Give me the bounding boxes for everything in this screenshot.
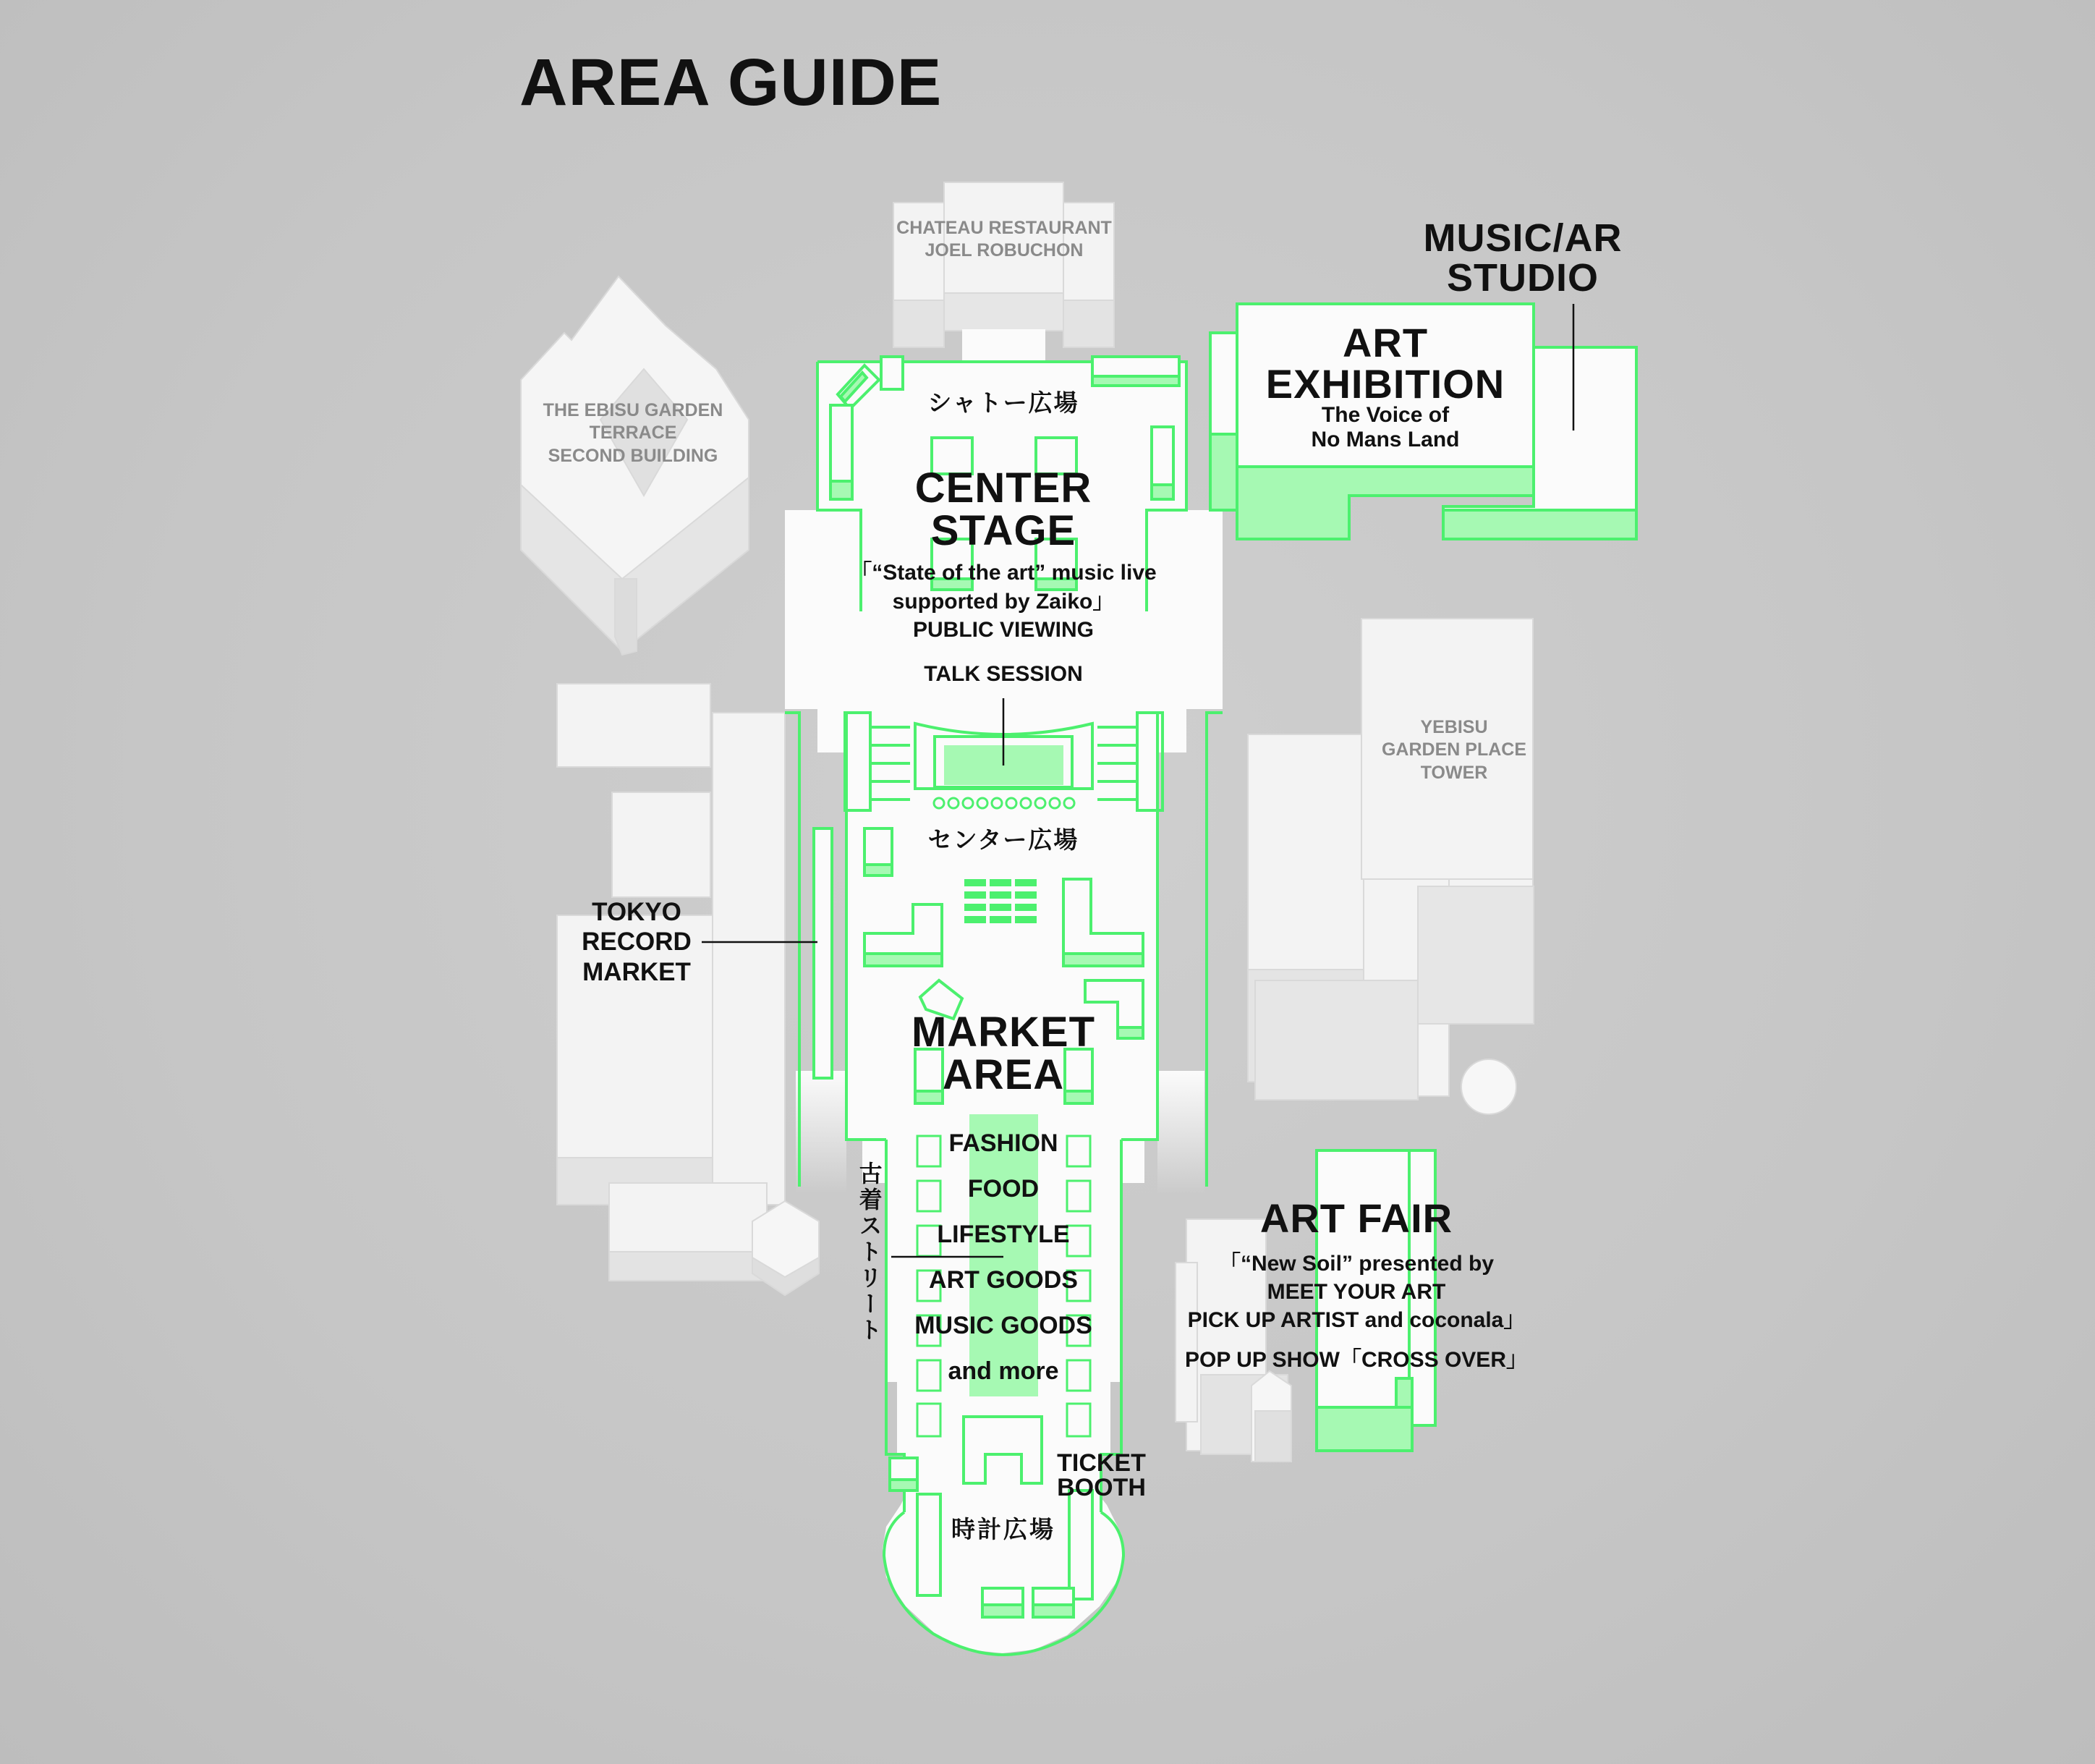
market-item-fashion: FASHION <box>948 1129 1058 1157</box>
tower-line2: GARDEN PLACE <box>1381 739 1526 760</box>
art-exhibition-sub1: The Voice of <box>1321 403 1450 427</box>
tower-line1: YEBISU <box>1420 717 1488 737</box>
art-exhibition-line1: ART <box>1342 320 1429 365</box>
art-exhibition-title <box>1241 320 1530 407</box>
center-stage-line2: STAGE <box>930 507 1076 555</box>
garden-terrace-line1: THE EBISU GARDEN <box>543 400 723 420</box>
clock-plaza-label: 時計広場 <box>951 1515 1055 1543</box>
market-area-line2: AREA <box>942 1051 1065 1099</box>
market-item-art-goods: ART GOODS <box>929 1266 1078 1294</box>
garden-terrace-line2: TERRACE <box>589 423 677 444</box>
garden-terrace-label <box>510 399 756 467</box>
tower-label <box>1353 716 1555 784</box>
center-plaza-label: センター広場 <box>927 826 1079 854</box>
art-fair-popup: POP UP SHOW「CROSS OVER」 <box>1185 1348 1528 1372</box>
record-market-title <box>550 897 723 987</box>
art-fair-title: ART FAIR <box>1259 1195 1453 1241</box>
art-fair-desc <box>1157 1250 1555 1334</box>
market-item-music-goods: MUSIC GOODS <box>914 1312 1092 1339</box>
talk-session-label: TALK SESSION <box>924 662 1083 686</box>
center-stage-desc2: supported by Zaiko」 <box>892 589 1115 614</box>
music-ar-line1: MUSIC/AR <box>1423 216 1623 260</box>
chateau-plaza-label: シャトー広場 <box>927 389 1079 417</box>
art-exhibition-sub2: No Mans Land <box>1311 427 1460 451</box>
tower-line3: TOWER <box>1420 762 1488 783</box>
garden-terrace-line3: SECOND BUILDING <box>548 445 718 466</box>
chateau-label-line2: JOEL ROBUCHON <box>925 240 1084 261</box>
record-market-buildings <box>557 684 819 1295</box>
vintage-street-label: 古着ストリート <box>855 1161 883 1344</box>
art-fair-desc1: 「“New Soil” presented by <box>1218 1252 1495 1276</box>
page-title: AREA GUIDE <box>519 46 943 119</box>
music-ar-title <box>1414 216 1631 300</box>
chateau-label-line1: CHATEAU RESTAURANT <box>896 218 1112 238</box>
art-exhibition-sub <box>1241 403 1530 451</box>
chateau-building <box>893 182 1114 347</box>
market-area-title <box>859 1009 1148 1099</box>
center-stage-desc <box>786 559 1220 645</box>
center-stage-line1: CENTER <box>914 465 1092 512</box>
art-exhibition-line2: EXHIBITION <box>1265 361 1505 407</box>
center-stage-desc3: PUBLIC VIEWING <box>912 618 1094 643</box>
art-fair-desc2: MEET YOUR ART <box>1267 1280 1446 1304</box>
market-item-lifestyle: LIFESTYLE <box>937 1221 1070 1248</box>
market-item-more: and more <box>948 1357 1059 1385</box>
ticket-booth-line1: TICKET <box>1057 1449 1146 1477</box>
ticket-booth-label <box>1042 1451 1161 1500</box>
record-market-line3: MARKET <box>582 957 691 986</box>
art-fair-desc3: PICK UP ARTIST and coconala」 <box>1187 1308 1526 1332</box>
market-area-line1: MARKET <box>911 1009 1096 1056</box>
tower-buildings <box>1248 619 1534 1114</box>
record-market-line1: TOKYO <box>592 898 681 926</box>
center-stage-title <box>859 465 1148 555</box>
chateau-label <box>870 217 1138 263</box>
record-market-line2: RECORD <box>582 928 692 957</box>
music-ar-line2: STUDIO <box>1446 256 1599 300</box>
ticket-booth-line2: BOOTH <box>1057 1474 1146 1501</box>
center-stage-desc1: 「“State of the art” music live <box>850 561 1157 585</box>
market-item-food: FOOD <box>967 1175 1040 1203</box>
